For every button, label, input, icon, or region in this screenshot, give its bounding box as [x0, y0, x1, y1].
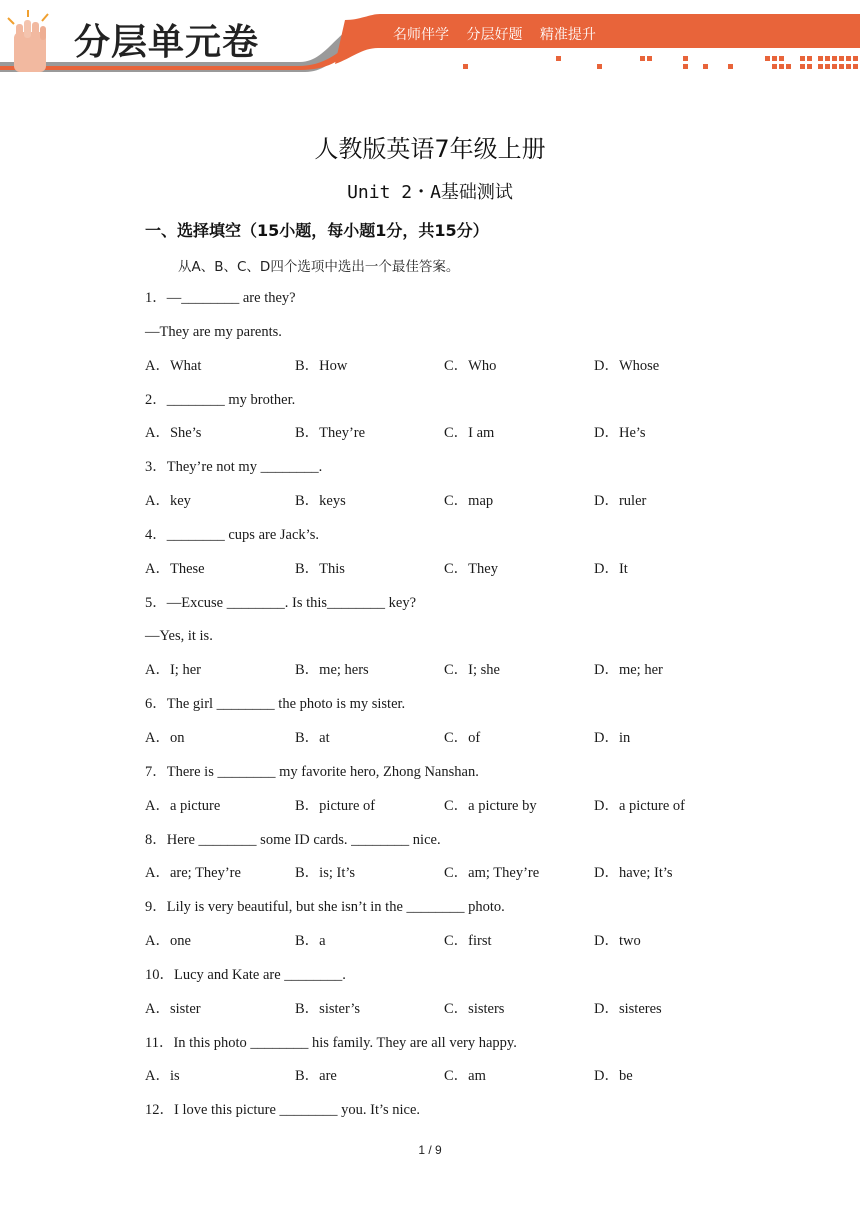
question-list: [145, 288, 785, 1134]
header-banner: [0, 0, 860, 84]
slogan: 精准提升: [539, 27, 596, 43]
question-stem: 5．—Excuse ________. Is this________ key?: [145, 594, 417, 611]
answer-option: C．I; she: [444, 662, 500, 679]
answer-option: D．have; It’s: [594, 865, 673, 882]
answer-options: [145, 356, 785, 390]
fist-icon: [8, 10, 48, 72]
answer-option: C．sisters: [444, 1000, 505, 1017]
answer-option: A．What: [145, 357, 202, 374]
answer-options: [145, 728, 785, 762]
answer-option: B．is; It’s: [295, 865, 356, 882]
question-stem: 2．________ my brother.: [145, 391, 296, 408]
answer-option: D．It: [594, 560, 628, 577]
question-response: —Yes, it is.: [145, 628, 213, 645]
question-stem: 10．Lucy and Kate are ________.: [145, 966, 346, 983]
answer-option: B．me; hers: [295, 662, 369, 679]
answer-option: D．be: [594, 1068, 633, 1085]
answer-options: [145, 931, 785, 965]
answer-option: B．keys: [295, 493, 346, 510]
answer-options: [145, 796, 785, 830]
answer-option: C．They: [444, 560, 498, 577]
answer-options: [145, 491, 785, 525]
answer-options: [145, 559, 785, 593]
answer-option: B．picture of: [295, 797, 376, 814]
question-stem: 11．In this photo ________ his family. They are all very happy.: [145, 1034, 517, 1051]
answer-option: C．am; They’re: [444, 865, 540, 882]
answer-option: D．sisteres: [594, 1000, 662, 1017]
slogans: [393, 24, 609, 44]
decor-squares-icon: [463, 56, 858, 69]
answer-option: A．These: [145, 560, 205, 577]
question-stem: 3．They’re not my ________.: [145, 459, 323, 476]
answer-options: [145, 1066, 785, 1100]
answer-option: B．sister’s: [295, 1000, 360, 1017]
answer-option: D．in: [594, 729, 631, 746]
answer-option: A．on: [145, 729, 185, 746]
slogan: 名师伴学: [393, 27, 449, 43]
answer-option: D．a picture of: [594, 797, 685, 814]
answer-option: C．map: [444, 493, 494, 510]
answer-option: D．two: [594, 933, 641, 950]
answer-option: D．Whose: [594, 357, 660, 374]
answer-option: C．a picture by: [444, 797, 537, 814]
answer-option: A．a picture: [145, 797, 221, 814]
section-heading: 一、选择填空（15小题，每小题1分，共15分）: [145, 221, 489, 240]
page-number: 1 / 9: [418, 1143, 442, 1157]
answer-options: [145, 423, 785, 457]
question-stem: 9．Lily is very beautiful, but she isn’t in the ________ photo.: [145, 899, 505, 916]
question-stem: 8．Here ________ some ID cards. ________ nice.: [145, 831, 441, 848]
answer-option: A．one: [145, 933, 191, 950]
question-stem: 6．The girl ________ the photo is my sister.: [145, 696, 406, 713]
answer-option: C．first: [444, 933, 492, 950]
answer-option: D．He’s: [594, 425, 646, 442]
answer-option: B．This: [295, 560, 345, 577]
answer-option: A．are; They’re: [145, 865, 241, 882]
answer-option: A．sister: [145, 1000, 201, 1017]
answer-option: A．She’s: [145, 425, 202, 442]
answer-options: [145, 660, 785, 694]
document-subtitle: Unit 2・A基础测试: [347, 182, 513, 203]
answer-option: C．am: [444, 1068, 486, 1085]
answer-option: C．I am: [444, 425, 495, 442]
question-stem: 1．—________ are they?: [145, 290, 296, 306]
answer-option: B．They’re: [295, 425, 366, 442]
question-stem: 12．I love this picture ________ you. It’s nice.: [145, 1102, 421, 1119]
answer-options: [145, 999, 785, 1033]
section-instructions: 从A、B、C、D四个选项中选出一个最佳答案。: [178, 259, 460, 275]
answer-option: A．I; her: [145, 662, 201, 679]
answer-option: C．Who: [444, 357, 497, 374]
answer-options: [145, 863, 785, 897]
answer-option: B．are: [295, 1068, 337, 1085]
document-title: 人教版英语7年级上册: [314, 135, 546, 163]
question-stem: 7．There is ________ my favorite hero, Zhong Nanshan.: [145, 763, 479, 780]
answer-option: B．How: [295, 357, 348, 374]
answer-option: A．key: [145, 493, 191, 510]
slogan: 分层好题: [466, 27, 523, 43]
answer-option: C．of: [444, 729, 481, 746]
answer-option: B．a: [295, 933, 326, 950]
brand-title: 分层单元卷: [74, 22, 260, 63]
question-stem: 4．________ cups are Jack’s.: [145, 526, 319, 543]
answer-option: D．me; her: [594, 662, 663, 679]
answer-option: B．at: [295, 729, 330, 746]
answer-option: A．is: [145, 1068, 180, 1085]
question-response: —They are my parents.: [145, 323, 282, 340]
answer-option: D．ruler: [594, 493, 647, 510]
